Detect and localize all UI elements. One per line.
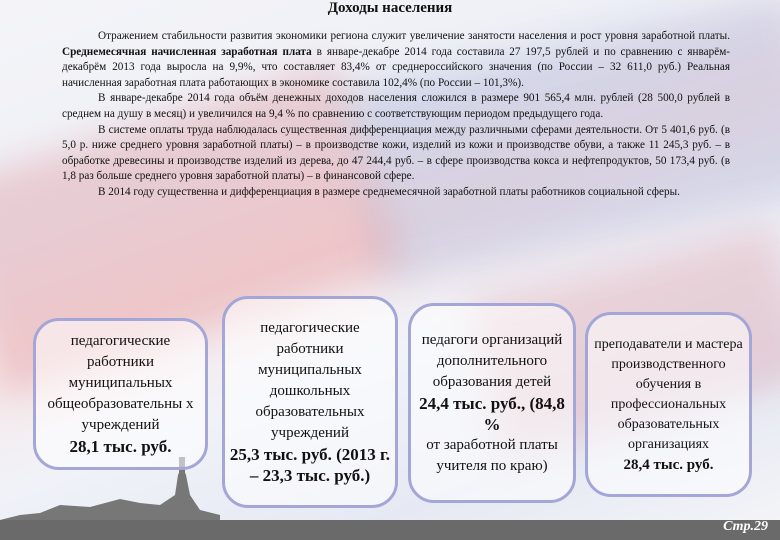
box-note: от заработной платы учителя по краю) bbox=[426, 436, 558, 474]
paragraph-1 bbox=[62, 29, 730, 91]
box-label: педагогические работники муниципальных дошкольных образовательных учреждений bbox=[255, 320, 365, 441]
paragraph-1-text-a: Отражением стабильности развития экономики региона служит увеличение занятости населения и рост уровня заработной платы. bbox=[98, 30, 730, 42]
box-value: 28,1 тыс. руб. bbox=[69, 437, 172, 456]
box-value: 28,4 тыс. руб. bbox=[623, 456, 714, 473]
stat-box-general-education bbox=[33, 318, 208, 470]
box-label: педагогические работники муниципальных общеобразовательны х учреждений bbox=[47, 333, 194, 433]
paragraph-4: В 2014 году существенна и дифференциация в размере среднемесячной заработной платы работников социальной сферы. bbox=[98, 185, 680, 198]
paragraph-1-bold: Среднемесячная начисленная заработная плата bbox=[62, 45, 312, 58]
stat-box-additional-education bbox=[408, 303, 576, 503]
stat-box-preschool bbox=[222, 296, 398, 508]
paragraph-1-text-b: в январе-декабре 2014 года составила 27 197,5 рублей и по сравнению с январём-декабрём 2013 года выросла на 9,9%, что составляет 83,4% от среднероссийского значения (по России – 32 611,0 руб.) Реальная начисленная заработная плата работающих в экономике составила 102,4% (по России – 101,3%). bbox=[62, 45, 731, 89]
box-value: 24,4 тыс. руб., (84,8 % bbox=[419, 393, 565, 434]
paragraph-3: В системе оплаты труда наблюдалась существенная дифференциация между различными сферами деятельности. От 5 401,6 руб. (в 5,0 р. ниже среднего уровня заработной платы) – в производстве кожи, изделий из кожи и производстве обуви, а также 11 245,3 руб. – в обработке древесины и производстве изделий из дерева, до 47 244,4 руб. – в сфере производства кокса и нефтепродуктов, 50 173,4 руб. (в 1,8 раз больше среднего уровня заработной платы) – в финансовой сфере. bbox=[62, 123, 730, 183]
page-number: Стр.29 bbox=[723, 519, 768, 534]
footer-bar bbox=[0, 520, 780, 540]
box-label: педагоги организаций дополнительного образования детей bbox=[421, 331, 563, 390]
box-value: 25,3 тыс. руб. (2013 г. – 23,3 тыс. руб.) bbox=[229, 445, 391, 485]
page-title: Доходы населения bbox=[327, 0, 453, 16]
body-text bbox=[62, 29, 730, 201]
box-label: преподаватели и мастера производственного обучения в профессиональных образовательных организациях bbox=[594, 336, 743, 452]
stat-box-vocational bbox=[585, 312, 752, 497]
paragraph-2: В январе-декабре 2014 года объём денежных доходов населения сложился в размере 901 565,4 млн. рублей (28 500,0 рублей в среднем на душу в месяц) и увеличился на 9,4 % по сравнению с соответствующим периодом предыдущего года. bbox=[62, 92, 730, 120]
